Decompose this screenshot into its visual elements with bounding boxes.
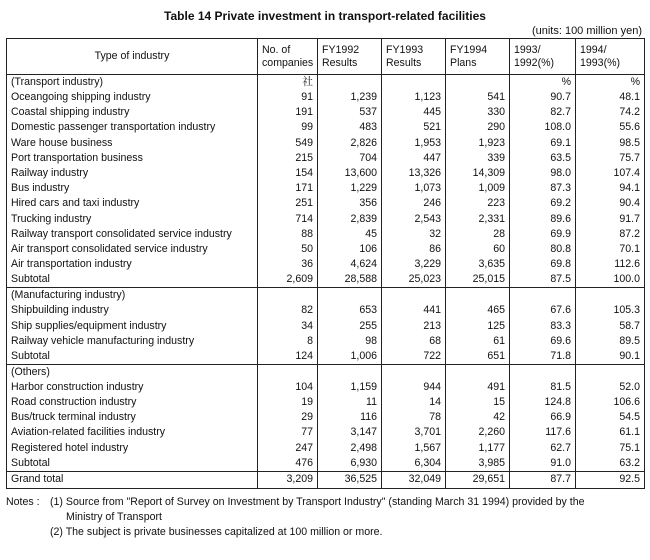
cell-fy1993: 246	[382, 196, 446, 211]
industry-name: Air transportation industry	[7, 257, 258, 272]
cell-fy1993: 32,049	[382, 471, 446, 488]
cell-fy1993: 1,567	[382, 441, 446, 456]
industry-name: Bus industry	[7, 181, 258, 196]
industry-name: Port transportation business	[7, 151, 258, 166]
notes	[6, 495, 644, 540]
cell-fy1993: 1,073	[382, 181, 446, 196]
table-row	[7, 425, 645, 440]
cell-r9493: 52.0	[576, 380, 645, 395]
cell-companies: 50	[258, 242, 318, 257]
industry-name: Bus/truck terminal industry	[7, 410, 258, 425]
cell-r9392: 67.6	[510, 303, 576, 318]
cell-r9392: 117.6	[510, 425, 576, 440]
table-row	[7, 410, 645, 425]
cell-fy1992: 11	[318, 395, 382, 410]
cell-r9493	[576, 364, 645, 380]
cell-fy1994: 330	[446, 105, 510, 120]
cell-fy1992	[318, 288, 382, 304]
subtotal-row	[7, 456, 645, 472]
cell-fy1992: 483	[318, 120, 382, 135]
industry-name: Aviation-related facilities industry	[7, 425, 258, 440]
cell-fy1994: 3,635	[446, 257, 510, 272]
cell-fy1993	[382, 288, 446, 304]
cell-r9392: 87.5	[510, 272, 576, 288]
cell-fy1992: 3,147	[318, 425, 382, 440]
industry-name: Coastal shipping industry	[7, 105, 258, 120]
cell-r9493: 58.7	[576, 318, 645, 333]
cell-r9392: 69.1	[510, 136, 576, 151]
table-row	[7, 212, 645, 227]
cell-fy1992: 2,826	[318, 136, 382, 151]
cell-fy1992	[318, 364, 382, 380]
cell-r9392: 66.9	[510, 410, 576, 425]
cell-fy1992: 13,600	[318, 166, 382, 181]
cell-companies: 104	[258, 380, 318, 395]
cell-r9392: 108.0	[510, 120, 576, 135]
cell-fy1994: 28	[446, 227, 510, 242]
cell-companies: 251	[258, 196, 318, 211]
section-heading: (Manufacturing industry)	[7, 288, 258, 304]
cell-fy1992: 537	[318, 105, 382, 120]
cell-r9493: 70.1	[576, 242, 645, 257]
cell-companies: 34	[258, 318, 318, 333]
cell-fy1993: 1,953	[382, 136, 446, 151]
cell-companies: 171	[258, 181, 318, 196]
subtotal-row	[7, 349, 645, 365]
cell-fy1992: 356	[318, 196, 382, 211]
cell-r9493: 55.6	[576, 120, 645, 135]
cell-fy1992: 2,498	[318, 441, 382, 456]
notes-label: Notes :	[6, 495, 40, 508]
cell-fy1992: 36,525	[318, 471, 382, 488]
cell-r9392: 69.2	[510, 196, 576, 211]
cell-r9392: 124.8	[510, 395, 576, 410]
cell-companies: 215	[258, 151, 318, 166]
cell-r9493: 87.2	[576, 227, 645, 242]
section-heading: (Others)	[7, 364, 258, 380]
cell-companies: 476	[258, 456, 318, 472]
industry-name: Registered hotel industry	[7, 441, 258, 456]
cell-fy1993: 78	[382, 410, 446, 425]
unit-marker: %	[576, 75, 645, 91]
header-ratio-1994-1993: 1994/ 1993(%)	[576, 39, 645, 75]
subtotal-row	[7, 272, 645, 288]
cell-r9493: 105.3	[576, 303, 645, 318]
industry-name: Ship supplies/equipment industry	[7, 318, 258, 333]
cell-r9493: 106.6	[576, 395, 645, 410]
cell-fy1993: 25,023	[382, 272, 446, 288]
section-heading: (Transport industry)	[7, 75, 258, 91]
section-heading-row	[7, 75, 645, 91]
cell-fy1992: 704	[318, 151, 382, 166]
table-row	[7, 441, 645, 456]
cell-fy1993: 32	[382, 227, 446, 242]
cell-fy1993: 445	[382, 105, 446, 120]
header-fy1993: FY1993 Results	[382, 39, 446, 75]
cell-r9392	[510, 364, 576, 380]
cell-r9493: 89.5	[576, 334, 645, 349]
cell-r9392	[510, 288, 576, 304]
table-row	[7, 380, 645, 395]
cell-companies: 191	[258, 105, 318, 120]
cell-fy1992: 2,839	[318, 212, 382, 227]
cell-fy1994: 60	[446, 242, 510, 257]
industry-name: Subtotal	[7, 272, 258, 288]
cell-r9493: 48.1	[576, 90, 645, 105]
cell-fy1994: 1,177	[446, 441, 510, 456]
table-row	[7, 242, 645, 257]
cell-fy1993: 213	[382, 318, 446, 333]
table-row	[7, 151, 645, 166]
cell-companies: 124	[258, 349, 318, 365]
investment-table	[6, 38, 645, 489]
cell-companies: 29	[258, 410, 318, 425]
cell-fy1994: 491	[446, 380, 510, 395]
cell-r9392: 69.8	[510, 257, 576, 272]
cell-r9392: 89.6	[510, 212, 576, 227]
table-row	[7, 90, 645, 105]
cell-fy1994: 25,015	[446, 272, 510, 288]
industry-name: Air transport consolidated service industry	[7, 242, 258, 257]
industry-name: Domestic passenger transportation industry	[7, 120, 258, 135]
header-row	[7, 39, 645, 75]
cell-companies: 8	[258, 334, 318, 349]
cell-r9392: 98.0	[510, 166, 576, 181]
cell-fy1994: 2,260	[446, 425, 510, 440]
cell-fy1994	[446, 75, 510, 91]
cell-r9392: 82.7	[510, 105, 576, 120]
cell-fy1994: 223	[446, 196, 510, 211]
cell-fy1994: 1,009	[446, 181, 510, 196]
table-row	[7, 227, 645, 242]
cell-fy1993: 2,543	[382, 212, 446, 227]
cell-r9493: 90.1	[576, 349, 645, 365]
cell-fy1994: 125	[446, 318, 510, 333]
header-fy1994: FY1994 Plans	[446, 39, 510, 75]
cell-r9493: 112.6	[576, 257, 645, 272]
cell-fy1992	[318, 75, 382, 91]
cell-companies	[258, 288, 318, 304]
cell-fy1992: 4,624	[318, 257, 382, 272]
cell-fy1993: 447	[382, 151, 446, 166]
table-row	[7, 120, 645, 135]
grand-total-row	[7, 471, 645, 488]
cell-companies	[258, 364, 318, 380]
table-row	[7, 136, 645, 151]
cell-r9493: 54.5	[576, 410, 645, 425]
cell-fy1993: 1,123	[382, 90, 446, 105]
cell-fy1994: 14,309	[446, 166, 510, 181]
table-row	[7, 395, 645, 410]
cell-fy1993: 722	[382, 349, 446, 365]
industry-name: Railway vehicle manufacturing industry	[7, 334, 258, 349]
units-label: (units: 100 million yen)	[531, 25, 642, 37]
cell-companies: 88	[258, 227, 318, 242]
header-type-of-industry: Type of industry	[7, 39, 258, 75]
cell-fy1994: 1,923	[446, 136, 510, 151]
industry-name: Oceangoing shipping industry	[7, 90, 258, 105]
cell-r9493: 75.7	[576, 151, 645, 166]
cell-r9493: 92.5	[576, 471, 645, 488]
cell-fy1994: 651	[446, 349, 510, 365]
cell-companies: 77	[258, 425, 318, 440]
industry-name: Shipbuilding industry	[7, 303, 258, 318]
table-row	[7, 196, 645, 211]
cell-r9392: 87.3	[510, 181, 576, 196]
table-row	[7, 166, 645, 181]
cell-r9392: 71.8	[510, 349, 576, 365]
industry-name: Hired cars and taxi industry	[7, 196, 258, 211]
cell-fy1994: 2,331	[446, 212, 510, 227]
section-heading-row	[7, 288, 645, 304]
cell-r9493: 63.2	[576, 456, 645, 472]
table-row	[7, 181, 645, 196]
cell-fy1993: 6,304	[382, 456, 446, 472]
table-row	[7, 257, 645, 272]
cell-companies: 36	[258, 257, 318, 272]
industry-name: Ware house business	[7, 136, 258, 151]
cell-fy1994: 29,651	[446, 471, 510, 488]
cell-fy1993: 68	[382, 334, 446, 349]
header-fy1992: FY1992 Results	[318, 39, 382, 75]
cell-fy1993: 86	[382, 242, 446, 257]
cell-fy1993: 14	[382, 395, 446, 410]
note-1-continued: Ministry of Transport	[66, 510, 162, 523]
industry-name: Harbor construction industry	[7, 380, 258, 395]
cell-fy1992: 1,229	[318, 181, 382, 196]
cell-fy1994: 290	[446, 120, 510, 135]
cell-fy1994: 61	[446, 334, 510, 349]
section-heading-row	[7, 364, 645, 380]
cell-fy1994: 465	[446, 303, 510, 318]
table-row	[7, 318, 645, 333]
cell-r9392: 62.7	[510, 441, 576, 456]
cell-fy1992: 116	[318, 410, 382, 425]
cell-fy1993	[382, 75, 446, 91]
cell-fy1992: 28,588	[318, 272, 382, 288]
cell-r9493: 61.1	[576, 425, 645, 440]
cell-fy1993: 521	[382, 120, 446, 135]
cell-fy1993: 441	[382, 303, 446, 318]
cell-fy1992: 653	[318, 303, 382, 318]
cell-fy1994: 339	[446, 151, 510, 166]
cell-r9392: 63.5	[510, 151, 576, 166]
cell-r9493: 94.1	[576, 181, 645, 196]
cell-fy1992: 98	[318, 334, 382, 349]
cell-companies: 82	[258, 303, 318, 318]
industry-name: Railway industry	[7, 166, 258, 181]
cell-r9392: 69.9	[510, 227, 576, 242]
cell-fy1993: 944	[382, 380, 446, 395]
cell-r9493	[576, 288, 645, 304]
cell-r9493: 75.1	[576, 441, 645, 456]
cell-r9392: 87.7	[510, 471, 576, 488]
note-2: (2) The subject is private businesses capitalized at 100 million or more.	[50, 525, 383, 538]
cell-companies: 91	[258, 90, 318, 105]
unit-marker: 社	[258, 75, 318, 91]
cell-fy1992: 1,159	[318, 380, 382, 395]
cell-fy1993	[382, 364, 446, 380]
cell-r9493: 74.2	[576, 105, 645, 120]
cell-fy1993: 3,701	[382, 425, 446, 440]
cell-r9493: 98.5	[576, 136, 645, 151]
cell-fy1992: 6,930	[318, 456, 382, 472]
table-row	[7, 105, 645, 120]
industry-name: Trucking industry	[7, 212, 258, 227]
cell-r9493: 90.4	[576, 196, 645, 211]
cell-r9392: 91.0	[510, 456, 576, 472]
table-row	[7, 303, 645, 318]
cell-fy1994: 541	[446, 90, 510, 105]
cell-fy1994: 42	[446, 410, 510, 425]
cell-companies: 247	[258, 441, 318, 456]
cell-companies: 549	[258, 136, 318, 151]
table-title: Table 14 Private investment in transport-related facilities	[164, 9, 486, 23]
cell-companies: 154	[258, 166, 318, 181]
cell-fy1992: 1,006	[318, 349, 382, 365]
cell-companies: 99	[258, 120, 318, 135]
cell-fy1993: 13,326	[382, 166, 446, 181]
industry-name: Subtotal	[7, 349, 258, 365]
cell-fy1992: 45	[318, 227, 382, 242]
cell-r9493: 100.0	[576, 272, 645, 288]
cell-fy1994: 3,985	[446, 456, 510, 472]
cell-companies: 2,609	[258, 272, 318, 288]
cell-r9392: 90.7	[510, 90, 576, 105]
note-1: (1) Source from "Report of Survey on Investment by Transport Industry" (standing March 31 1994) provided by the	[50, 495, 585, 508]
cell-fy1992: 255	[318, 318, 382, 333]
cell-companies: 714	[258, 212, 318, 227]
cell-r9493: 91.7	[576, 212, 645, 227]
header-ratio-1993-1992: 1993/ 1992(%)	[510, 39, 576, 75]
cell-r9493: 107.4	[576, 166, 645, 181]
table-row	[7, 334, 645, 349]
industry-name: Railway transport consolidated service industry	[7, 227, 258, 242]
cell-fy1994	[446, 364, 510, 380]
industry-name: Grand total	[7, 471, 258, 488]
cell-r9392: 81.5	[510, 380, 576, 395]
cell-fy1994: 15	[446, 395, 510, 410]
cell-companies: 3,209	[258, 471, 318, 488]
cell-fy1992: 1,239	[318, 90, 382, 105]
cell-fy1992: 106	[318, 242, 382, 257]
cell-r9392: 80.8	[510, 242, 576, 257]
cell-fy1994	[446, 288, 510, 304]
header-companies: No. of companies	[258, 39, 318, 75]
cell-r9392: 83.3	[510, 318, 576, 333]
industry-name: Road construction industry	[7, 395, 258, 410]
industry-name: Subtotal	[7, 456, 258, 472]
table-body	[7, 75, 645, 489]
cell-companies: 19	[258, 395, 318, 410]
unit-marker: %	[510, 75, 576, 91]
cell-fy1993: 3,229	[382, 257, 446, 272]
cell-r9392: 69.6	[510, 334, 576, 349]
